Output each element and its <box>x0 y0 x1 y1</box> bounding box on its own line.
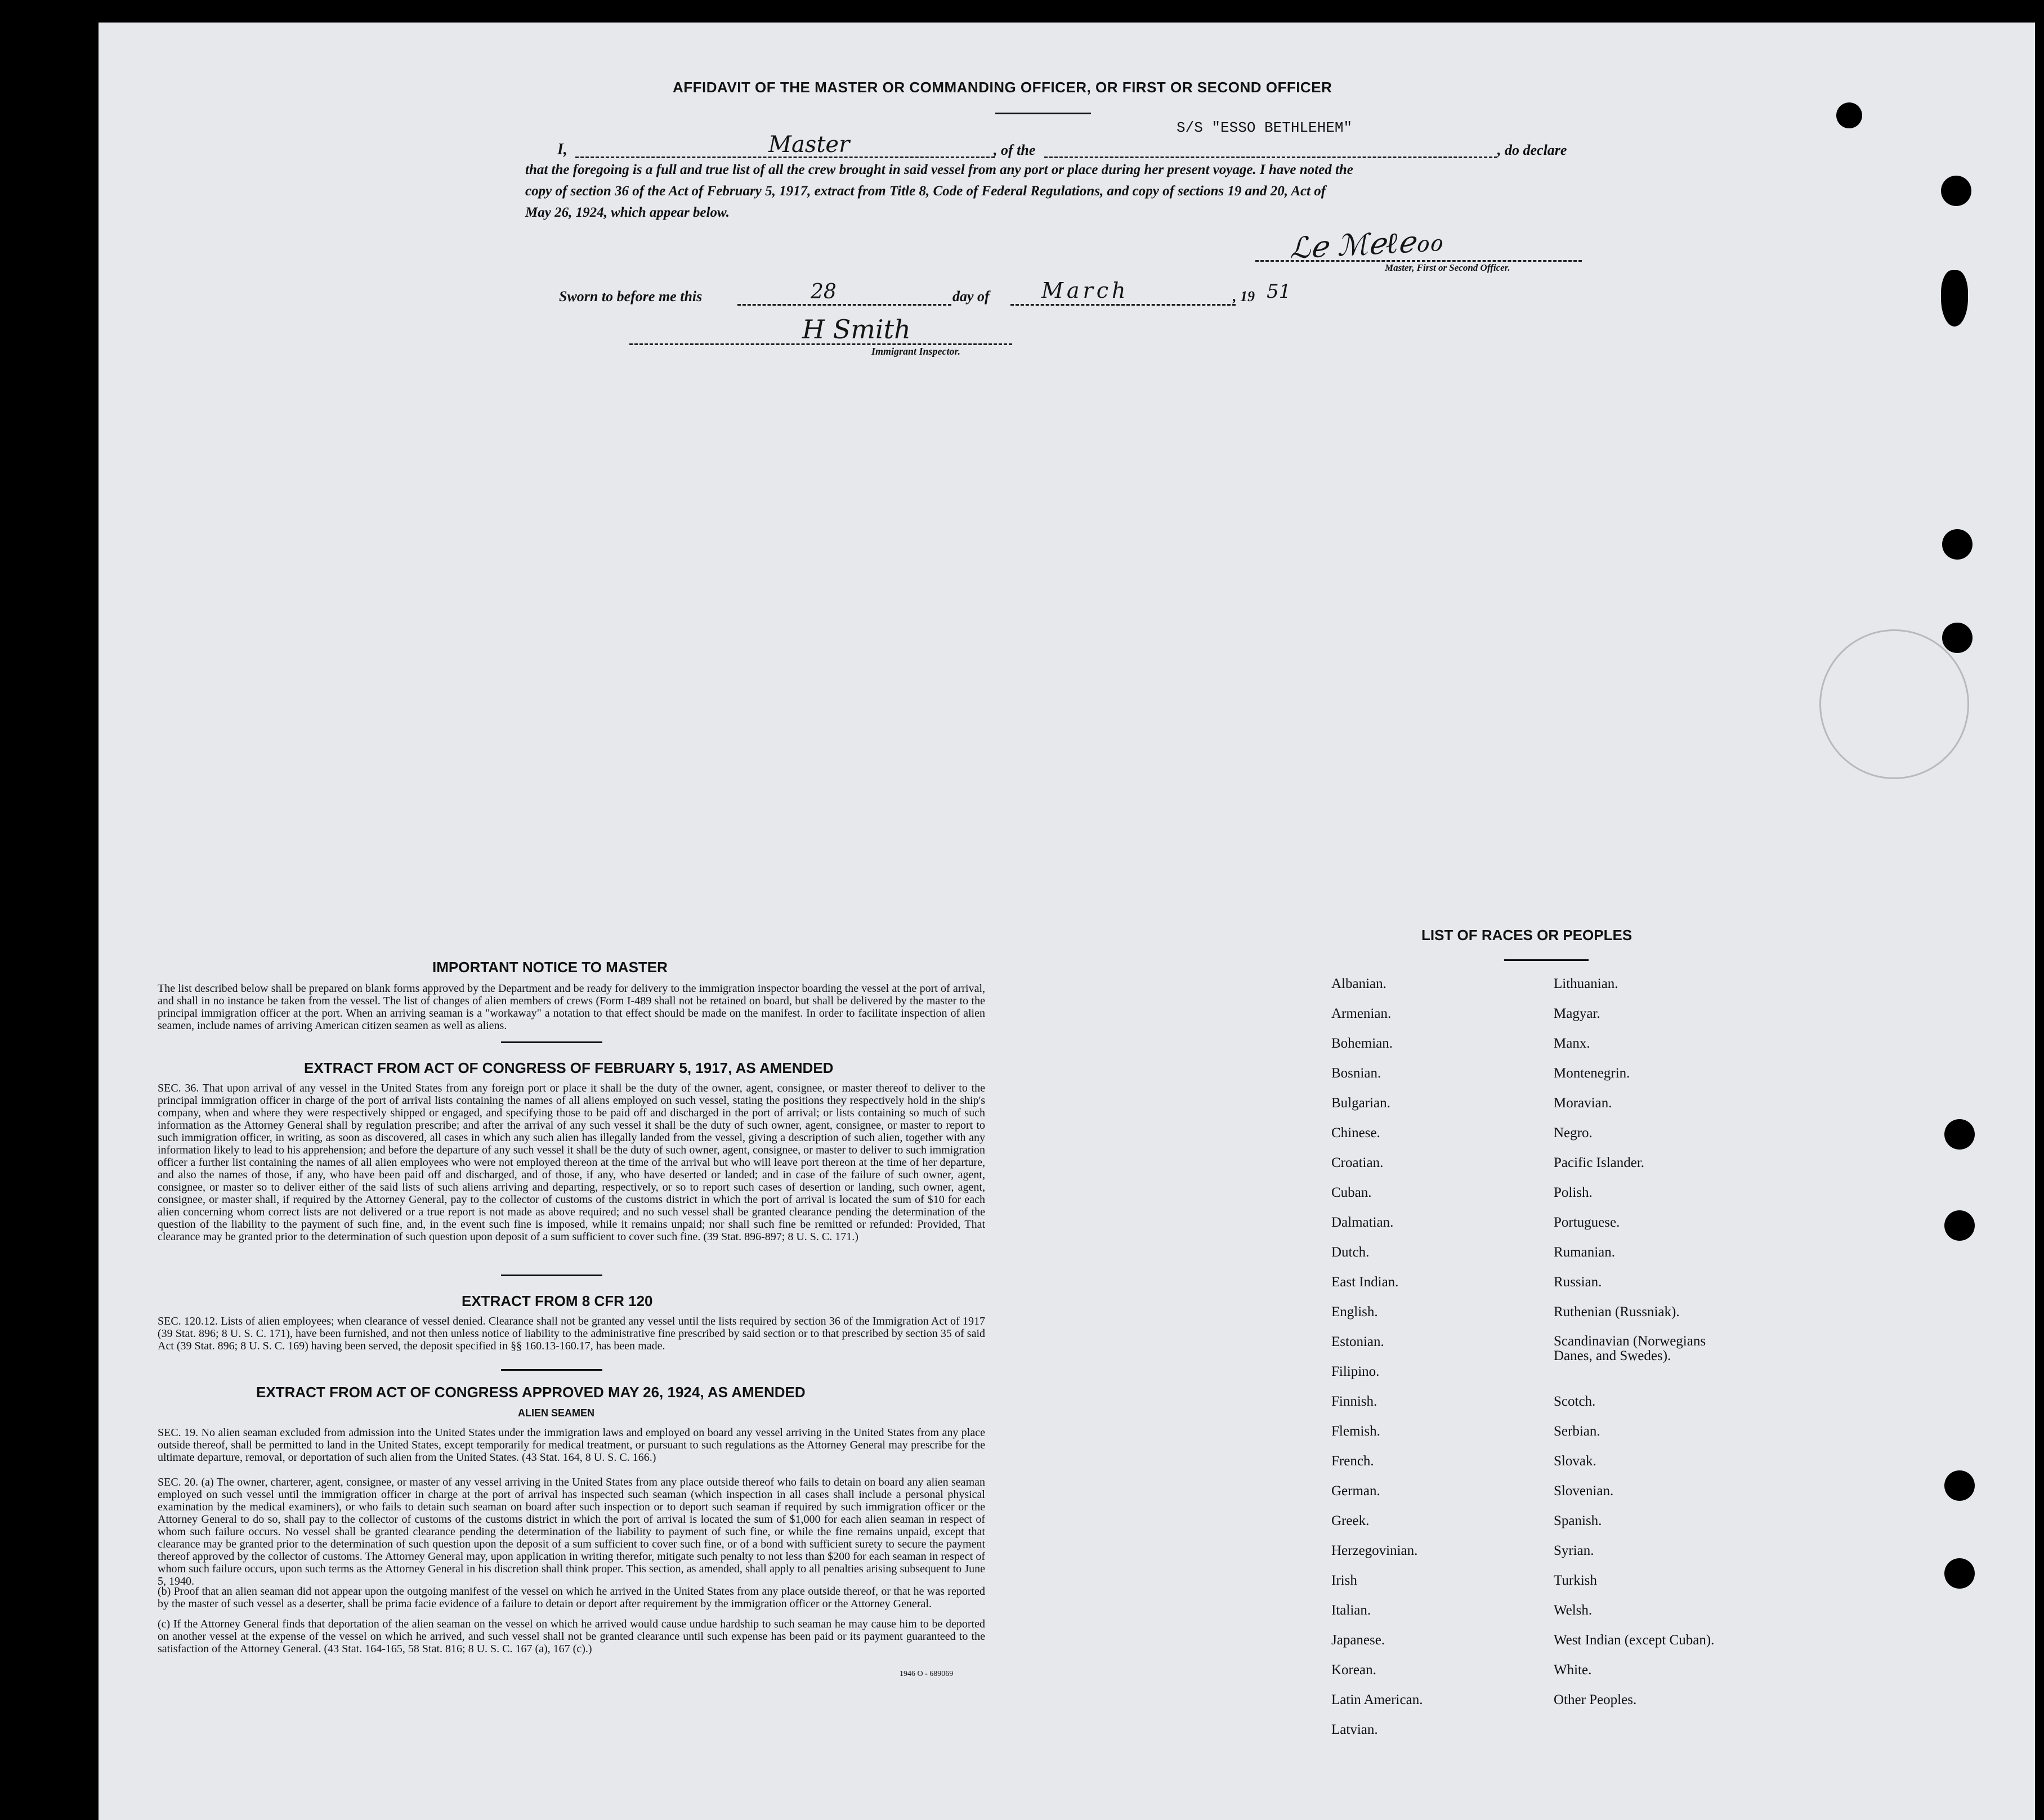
race-item: Latin American. <box>1331 1692 1423 1707</box>
race-item: Italian. <box>1331 1603 1371 1618</box>
sworn-day-handwritten: 28 <box>811 280 837 303</box>
divider <box>501 1369 602 1371</box>
extract-cfr-title: EXTRACT FROM 8 CFR 120 <box>462 1293 653 1309</box>
race-item: Negro. <box>1554 1125 1593 1141</box>
extract-1924-sec20b: (b) Proof that an alien seaman did not appear upon the outgoing manifest of the vessel on which he arrived in the United States from any place outside thereof, or that he was reported by the master of such vessel as a deserter, shall be prima facie evidence of a failure to detain or deport after requirement by the immigration officer or the Attorney General. <box>158 1585 985 1610</box>
race-item: Chinese. <box>1331 1125 1380 1141</box>
punch-hole <box>1944 1210 1975 1241</box>
race-item: Welsh. <box>1554 1603 1593 1618</box>
extract-1917-title: EXTRACT FROM ACT OF CONGRESS OF FEBRUARY 5, 1917, AS AMENDED <box>304 1059 834 1076</box>
race-item: Montenegrin. <box>1554 1066 1630 1081</box>
race-item: English. <box>1331 1304 1378 1320</box>
race-item: Flemish. <box>1331 1424 1380 1439</box>
race-item: Greek. <box>1331 1513 1370 1528</box>
year-prefix: , 19 <box>1233 288 1255 305</box>
inspector-caption: Immigrant Inspector. <box>871 346 961 357</box>
print-code: 1946 O - 689069 <box>900 1670 954 1678</box>
race-item: Estonian. <box>1331 1334 1384 1349</box>
punch-hole <box>1942 529 1973 560</box>
extract-1924-sec20c: (c) If the Attorney General finds that deportation of the alien seaman on the vessel on which he arrived would cause undue hardship to such seaman he may cause him to be deported on another vessel at the expense of the vessel on which he arrived, and such vessel shall not be granted clearance until such expense has been paid or its payment guaranteed to the satisfaction of the Attorney General. (43 Stat. 164-165, 58 Stat. 816; 8 U. S. C. 167 (a), 167 (c).) <box>158 1618 985 1655</box>
race-item: Bulgarian. <box>1331 1095 1390 1111</box>
extract-1924-sec19: SEC. 19. No alien seaman excluded from admission into the United States under the immigration laws and employed on board any vessel arriving in the United States from any place outside thereof, shall be permitted to land in the United States, except temporarily for medical treatment, or pursuant to such regulations as the Attorney General may prescribe for the ultimate departure, removal, or deportation of such alien from the United States. (43 Stat. 164, 8 U. S. C. 166.) <box>158 1427 985 1464</box>
race-item: Syrian. <box>1554 1543 1594 1558</box>
race-item: Slovenian. <box>1554 1483 1614 1499</box>
race-item: Albanian. <box>1331 976 1386 991</box>
inspector-signature: H Smith <box>802 314 911 345</box>
master-signature-line <box>1255 260 1582 262</box>
notice-body: The list described below shall be prepared on blank forms approved by the Department and be ready for delivery to the immigration inspector boarding the vessel at the port of arrival, and shall in no instance be taken from the vessel. The list of changes of alien members of crews (Form I-489 shall not be retained on board, but shall be delivered by the master to the principal immigration officer at the port. When an arriving seaman is a "workaway" a notation to that effect should be made on the manifest. In order to facilitate inspection of alien seamen, include names of arriving American citizen seamen as well as aliens. <box>158 982 985 1032</box>
day-of-label: day of <box>952 288 990 305</box>
race-item: Portuguese. <box>1554 1215 1620 1230</box>
affidavit-title: AFFIDAVIT OF THE MASTER OR COMMANDING OFFICER, OR FIRST OR SECOND OFFICER <box>673 79 1332 96</box>
race-item: Pacific Islander. <box>1554 1155 1645 1170</box>
races-title: LIST OF RACES OR PEOPLES <box>1421 927 1632 943</box>
master-signature: ℒℯ ℳℯℓℯℴℴ <box>1288 223 1443 266</box>
inspector-signature-line <box>629 343 1012 345</box>
officer-handwritten: Master <box>768 132 850 158</box>
extract-1924-sec20a: SEC. 20. (a) The owner, charterer, agent, consignee, or master of any vessel arriving in the United States from any place outside thereof who fails to detain on board any alien seaman employed on such vessel until the immigration officer in charge at the port of arrival has inspected such seaman (which inspection in all cases shall include a personal physical examination by the medical examiners), or who fails to detain such seaman on board after such inspection or to deport such seaman if required by such immigration officer or the Attorney General to do so, shall pay to the collector of customs of the customs district in which the port of arrival is located the sum of $1,000 for each alien seaman in respect of whom such failure occurs. No vessel shall be granted clearance pending the determination of the liability to payment of such fine, or while the fine remains unpaid, except that clearance may be granted prior to the determination of such question upon the deposit of a sum sufficient to cover such fine, or of a bond with sufficient surety to secure the payment thereof approved by the collector of customs. The Attorney General may, upon application in writing therefor, mitigate such penalty to not less than $200 for each seaman in respect of whom such failure occurs, upon such terms as the Attorney General in his discretion shall think proper. This section, as amended, shall apply to all penalties arising subsequent to June 5, 1940. <box>158 1476 985 1588</box>
race-item: Lithuanian. <box>1554 976 1618 991</box>
vessel-field-line <box>1044 156 1497 158</box>
race-item: Russian. <box>1554 1275 1602 1290</box>
do-declare-label: , do declare <box>1497 142 1567 158</box>
affidavit-body-line3: May 26, 1924, which appear below. <box>525 205 730 220</box>
of-the-label: , of the <box>994 142 1036 158</box>
punch-hole <box>1944 1470 1975 1501</box>
race-item: West Indian (except Cuban). <box>1554 1633 1715 1648</box>
race-item: Turkish <box>1554 1573 1597 1588</box>
race-item: Other Peoples. <box>1554 1692 1637 1707</box>
divider <box>501 1275 602 1276</box>
race-item: Bosnian. <box>1331 1066 1381 1081</box>
race-item: Irish <box>1331 1573 1357 1588</box>
race-item: Scandinavian (Norwegians Danes, and Swedes). <box>1554 1334 1706 1363</box>
race-item: Spanish. <box>1554 1513 1602 1528</box>
race-item: Magyar. <box>1554 1006 1600 1021</box>
race-item: Filipino. <box>1331 1364 1380 1379</box>
race-item: Korean. <box>1331 1662 1376 1678</box>
race-item: Serbian. <box>1554 1424 1600 1439</box>
sworn-month-line <box>1010 304 1236 306</box>
race-item: Slovak. <box>1554 1454 1596 1469</box>
race-item: White. <box>1554 1662 1592 1678</box>
race-item: Dutch. <box>1331 1245 1370 1260</box>
punch-hole <box>1944 1119 1975 1150</box>
extract-1917-body: SEC. 36. That upon arrival of any vessel in the United States from any foreign port or place it shall be the duty of the owner, agent, consignee, or master thereof to deliver to the principal immigration officer in charge of the port of arrival lists containing the names of all aliens employed on such vessel, stating the positions they respectively hold in the ship's company, when and where they were respectively shipped or engaged, and specifying those to be paid off and discharged in the port of arrival; or lists containing so much of such information as the Attorney General shall by regulation prescribe; and after the arrival of any such vessel it shall be the duty of such owner, agent, consignee, or master to report to such immigration officer, in writing, as soon as discovered, all cases in which any such alien has illegally landed from the vessel, giving a description of such alien, together with any information likely to lead to his apprehension; and before the departure of any such vessel it shall be the duty of such owner, agent, consignee, or master to deliver to such immigration officer a further list containing the names of all alien employees who were not employed thereon at the time of the arrival but who will leave port thereon at the time of her departure, and also the names of those, if any, who have been paid off and discharged, and of those, if any, who have deserted or landed; and in case of the failure of such owner, agent, consignee, or master so to deliver either of the said lists of such aliens arriving and departing, respectively, or so to report such cases of desertion or landing, such owner, agent, consignee, or master shall, if required by the Attorney General, pay to the collector of customs of the customs district in which the port of arrival is located the sum of $10 for each alien concerning whom correct lists are not delivered or a true report is not made as above required; and no such vessel shall be granted clearance pending the determination of the question of the liability to the payment of such fine, and, in the event such fine is imposed, while it remains unpaid; nor shall such fine be remitted or refunded: Provided, That clearance may be granted prior to the determination of such question upon deposit of a sum sufficient to cover such fine. (39 Stat. 896-897; 8 U. S. C. 171.) <box>158 1082 985 1243</box>
divider <box>995 113 1091 114</box>
punch-hole <box>1944 1558 1975 1589</box>
race-item: Bohemian. <box>1331 1036 1393 1051</box>
race-item: Cuban. <box>1331 1185 1372 1200</box>
sworn-month-handwritten: March <box>1041 278 1129 303</box>
race-item: East Indian. <box>1331 1275 1399 1290</box>
divider <box>501 1041 602 1043</box>
divider <box>1504 959 1589 961</box>
race-item: Ruthenian (Russniak). <box>1554 1304 1680 1320</box>
race-item: French. <box>1331 1454 1374 1469</box>
affidavit-body-line1: that the foregoing is a full and true list of all the crew brought in said vessel from any port or place during her present voyage. I have noted the <box>525 162 1353 177</box>
extract-cfr-body: SEC. 120.12. Lists of alien employees; when clearance of vessel denied. Clearance shall not be granted any vessel until the lists required by section 36 of the Immigration Act of 1917 (39 Stat. 896; 8 U. S. C. 171), have been furnished, and not then unless notice of liability to the administrative fine prescribed by said section or to that prescribed by section 35 of said Act (39 Stat. 896; 8 U. S. C. 169) having been served, the deposit specified in §§ 160.13-160.17, has been made. <box>158 1315 985 1352</box>
year-handwritten: 51 <box>1267 280 1291 303</box>
race-item: Latvian. <box>1331 1722 1378 1737</box>
race-item: Scotch. <box>1554 1394 1596 1409</box>
affidavit-body-line2: copy of section 36 of the Act of February 5, 1917, extract from Title 8, Code of Federal Regulations, and copy of sections 19 and 20, Act of <box>525 184 1326 199</box>
race-item: Herzegovinian. <box>1331 1543 1418 1558</box>
notice-title: IMPORTANT NOTICE TO MASTER <box>432 959 668 976</box>
race-item: Dalmatian. <box>1331 1215 1394 1230</box>
race-item: German. <box>1331 1483 1380 1499</box>
race-item: Croatian. <box>1331 1155 1384 1170</box>
faint-stamp-seal <box>1819 629 1969 779</box>
race-item: Finnish. <box>1331 1394 1377 1409</box>
race-item: Manx. <box>1554 1036 1590 1051</box>
race-item: Armenian. <box>1331 1006 1392 1021</box>
master-caption: Master, First or Second Officer. <box>1385 262 1510 273</box>
punch-hole <box>1941 270 1968 327</box>
affidavit-i: I, <box>557 141 567 158</box>
race-item: Moravian. <box>1554 1095 1612 1111</box>
punch-hole <box>1836 102 1862 128</box>
punch-hole <box>1942 623 1973 653</box>
sworn-label: Sworn to before me this <box>559 288 703 305</box>
vessel-name: S/S "ESSO BETHLEHEM" <box>1177 119 1353 136</box>
race-item: Japanese. <box>1331 1633 1385 1648</box>
race-item: Rumanian. <box>1554 1245 1616 1260</box>
extract-1924-title: EXTRACT FROM ACT OF CONGRESS APPROVED MAY 26, 1924, AS AMENDED <box>256 1384 806 1401</box>
extract-1924-subtitle: ALIEN SEAMEN <box>518 1407 595 1419</box>
sworn-day-line <box>737 304 951 306</box>
punch-hole <box>1941 176 1971 206</box>
race-item: Polish. <box>1554 1185 1593 1200</box>
